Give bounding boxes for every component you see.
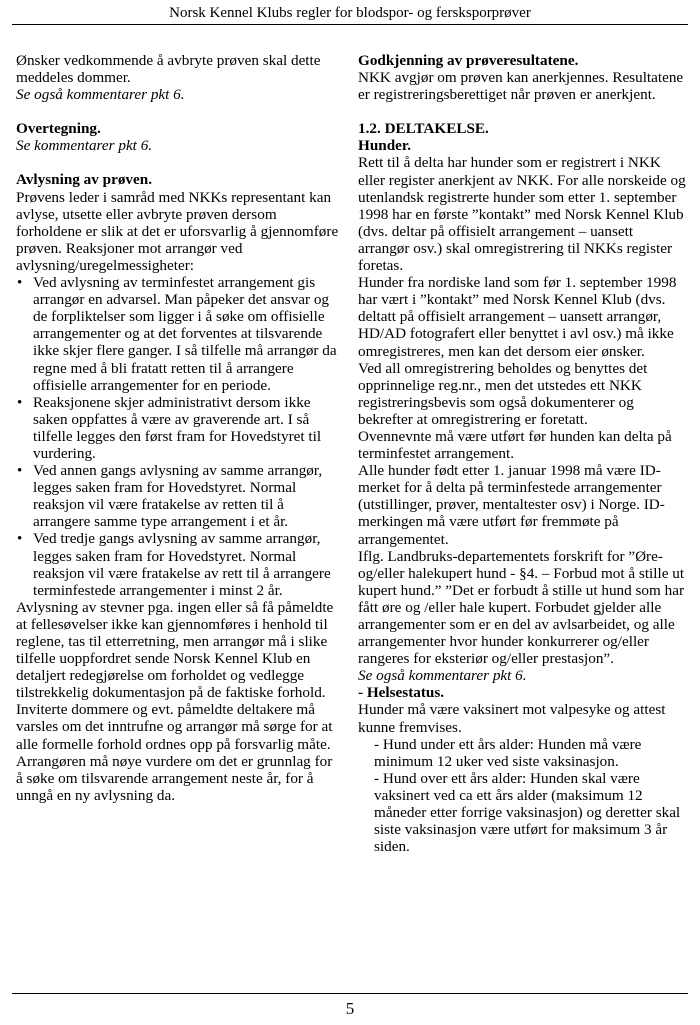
paragraph-hunder: Rett til å delta har hunder som er registrert i NKK eller register anerkjent av NKK. For alle norskeide og utenlandsk registrerte hunder som etter 1. september 1998 har en første ”kontakt” med Norsk Kennel Klub (dvs. deltar på offisielt arrangement – uansett arrangør osv.) skal omregistrering til NKKs register foretas. <box>358 154 686 275</box>
paragraph-hunder: Ved all omregistrering beholdes og benyttes det opprinnelige reg.nr., men det utstedes ett NKK registreringsbevis som også dokumenterer og bekrefter at omregistrering er foretatt. <box>358 359 648 428</box>
heading-helsestatus: - Helsestatus. <box>358 684 445 702</box>
heading-godkjenning: Godkjenning av prøveresultatene. <box>358 52 579 69</box>
paragraph-hunder: Alle hunder født etter 1. januar 1998 må være ID-merket for å delta på terminfestede arrangementer (utstillinger, prøver, mentaltester osv) i Norge. ID-merkingen må være utført før fremmøte på arrangementet. <box>358 462 665 548</box>
paragraph-abort: Ønsker vedkommende å avbryte prøven skal dette meddeles dommer. <box>16 52 321 87</box>
paragraph-avlysning-intro: Prøvens leder i samråd med NKKs representant kan avlyse, utsette eller avbryte prøven dersom forholdene er slik at det er uforsvarlig å gjennomføre prøven. Reaksjoner mot arrangør ved avlysning/uregelmessigheter: <box>16 188 339 274</box>
heading-avlysning: Avlysning av prøven. <box>16 171 153 189</box>
list-item: • Ved tredje gangs avlysning av samme arrangør, legges saken fram for Hovedstyret. Normal reaksjon vil være fratakelse av rett til å arrangere terminfestede arrangementer i minst 2 år. <box>16 530 341 598</box>
paragraph-stevner: Avlysning av stevner pga. ingen eller så få påmeldte at fellesøvelser ikke kan gjennomføres i henhold til reglene, tas til etterretning, men arrangør må i slike tilfelle uoppfordret sende Norsk Kennel Klub en detaljert redegjørelse om forholdet og vedlegge tilstrekkelig dokumentasjon på de faktiske forhold. Inviterte dommere og evt. påmeldte deltakere må varsles om det inntrufne og arrangør må sørge for at alle formelle forhold ordnes opp på forsvarlig måte. Arrangøren må nøye vurdere om det er grunnlag for å søke om tilsvarende arrangement neste år, for å unngå en ny avlysning da. <box>16 598 334 804</box>
heading-hunder: Hunder. <box>358 137 412 155</box>
paragraph-helsestatus: Hunder må være vaksinert mot valpesyke og attest kunne fremvises. <box>358 701 666 736</box>
page-number: 5 <box>345 999 355 1018</box>
heading-deltakelse: 1.2. DELTAKELSE. <box>358 120 489 138</box>
list-item: • Ved avlysning av terminfestet arrangement gis arrangør en advarsel. Man påpeker det ansvar og de forpliktelser som ligger i å søke om offisielle arrangementer og at det forventes at tilsvarende ikke skjer flere ganger. I så tilfelle må arrangør da regne med å bli fratatt retten til å arrangere offisielle arrangementer for en periode. <box>16 274 341 394</box>
see-also-note: Se også kommentarer pkt 6. <box>358 667 527 685</box>
see-also-note: Se kommentarer pkt 6. <box>16 137 153 155</box>
left-column <box>16 52 341 804</box>
paragraph-hunder: Iflg. Landbruks-departementets forskrift for ”Øre-og/eller halekupert hund - §4. – Forbud mot å stille ut kupert hund.” ”Det er forbudt å stille ut hund som har fått øre og /eller hale kupert. Forbudet gjelder alle arrangementer som er en del av avlsarbeidet, og alle arrangementer hvor hunder konkurrerer og/eller rangeres for eksteriør og/eller prestasjon”. <box>358 547 685 668</box>
paragraph-hunder: Ovennevnte må være utført før hunden kan delta på terminfestet arrangement. <box>358 427 672 463</box>
heading-overtegning: Overtegning. <box>16 120 101 138</box>
paragraph-vaccine-under: - Hund under ett års alder: Hunden må være minimum 12 uker ved siste vaksinasjon. <box>374 735 642 770</box>
list-item: • Ved annen gangs avlysning av samme arrangør, legges saken fram for Hovedstyret. Normal reaksjon vil være fratakelse av retten til å arrangere samme type arrangement i et år. <box>16 462 341 530</box>
list-item: • Reaksjonene skjer administrativt dersom ikke saken oppfattes å være av graverende art. I så tilfelle legges den først fram for Hovedstyret til vurdering. <box>16 394 341 462</box>
right-column <box>358 52 686 855</box>
header-rule <box>12 24 688 25</box>
paragraph-hunder: Hunder fra nordiske land som før 1. september 1998 har vært i ”kontakt” med Norsk Kennel Klub (dvs. deltatt på offisielt arrangement – uansett arrangør, HD/AD fotografert eller benyttet i avl osv.) må ikke omregistreres, men kan det dersom eier ønsker. <box>358 274 677 360</box>
paragraph-vaccine-over: - Hund over ett års alder: Hunden skal være vaksinert ved ca ett års alder (maksimum 12 måneder etter forrige vaksinasjon) og deretter skal siste vaksinasjon være utført for maksimum 3 år siden. <box>374 769 681 856</box>
reaction-list <box>16 274 341 599</box>
footer-rule <box>12 993 688 994</box>
running-header: Norsk Kennel Klubs regler for blodspor- og fersksporprøver <box>169 5 531 21</box>
paragraph-godkjenning: NKK avgjør om prøven kan anerkjennes. Resultatene er registreringsberettiget når prøven er anerkjent. <box>358 69 684 104</box>
see-also-note: Se også kommentarer pkt 6. <box>16 86 185 104</box>
